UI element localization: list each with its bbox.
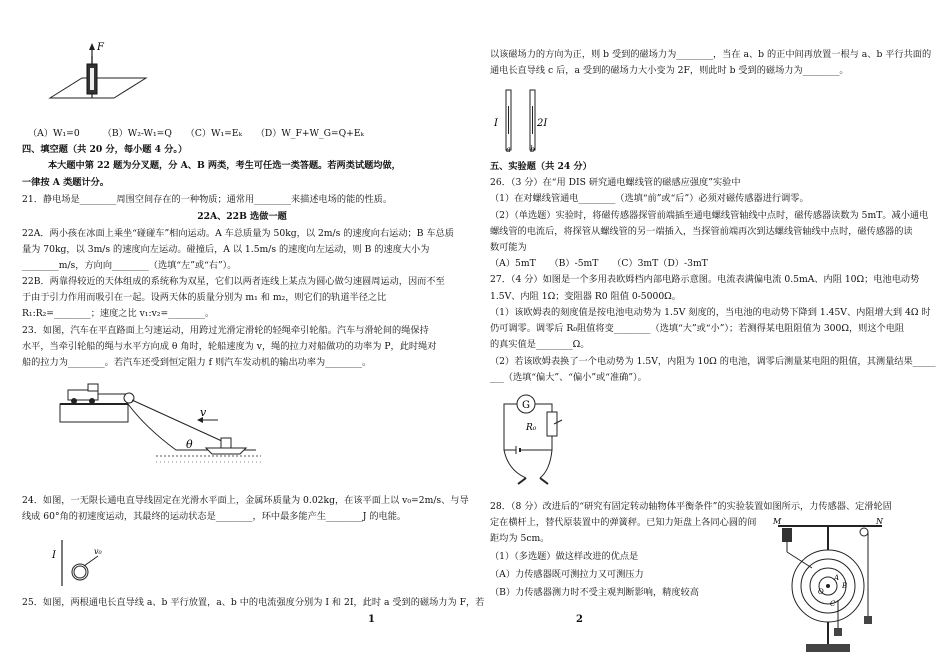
q27-line3: （1）该欧姆表的刻度值是按电池电动势为 1.5V 刻度的，当电池的电动势下降到 1.45V、内阻增大到 4Ω 时 [490, 307, 931, 318]
left-wire [504, 404, 517, 450]
right-column [490, 0, 936, 658]
q26-title: 26．（3 分）在“用 DIS 研究通电螺线管的磁感应强度”实验中 [490, 177, 741, 188]
q28-line2: 定在横杆上，替代原装置中的弹簧秤。已知力矩盘上各同心圆的间 [490, 517, 757, 528]
options-row: （A）W₁=0 （B）W₂-W₁=Q （C）W₁=Eₖ （D）W_F+W_G=Q+Eₖ [28, 128, 364, 139]
q27-line1: 27．（4 分）如图是一个多用表欧姆档内部电路示意图。电流表满偏电流 0.5mA、内阻 10Ω；电池电动势 [490, 274, 920, 285]
q27-line6: （2）若该欧姆表换了一个电动势为 1.5V，内阻为 10Ω 的电池，调零后测量某电阻的阻值，其测量结果_____ [490, 356, 936, 367]
stand-base [806, 644, 850, 652]
probe-tip-left [518, 478, 526, 484]
figure-parallel-wires [492, 86, 552, 154]
q22B-line1: 22B．两靠得较近的天体组成的系统称为双星，它们以两者连线上某点为圆心做匀速圆周运动，因而不至 [22, 276, 445, 287]
force-label: F [97, 42, 104, 53]
R0-label: R₀ [526, 423, 537, 433]
current-label: I [52, 550, 56, 561]
q22A-line3: ________m/s，方向向________（选填“左”或“右”）。 [22, 260, 237, 271]
v0-label: v₀ [94, 547, 102, 556]
label-M: M [773, 517, 782, 526]
figure-torque-disc [772, 516, 888, 656]
q27-line7: ___（选填“偏大”、“偏小”或“准确”）。 [490, 372, 647, 383]
boat-cabin [221, 438, 231, 448]
q28-option-A: （A）力传感器既可测拉力又可测压力 [490, 569, 644, 580]
q22B-line3: R₁:R₂=________；速度之比 v₁:v₂=________。 [22, 308, 215, 319]
rheostat-R0 [547, 412, 557, 436]
page-number-2: 2 [576, 614, 583, 625]
q24-line2: 线成 60°角的初速度运动，其最终的运动状态是________，环中最多能产生________J 的电能。 [22, 511, 407, 522]
q26-options: （A）5mT （B）-5mT （C）3mT（D）-3mT [490, 258, 708, 269]
hanging-weight-right [864, 616, 872, 624]
q27-line5: 的真实值是________Ω。 [490, 339, 590, 350]
hanging-weight-center [834, 628, 842, 636]
figure-ring-force [42, 40, 152, 122]
wire-a-label: a [506, 145, 511, 154]
q22B-line2: 于由于引力作用而吸引在一起。设两天体的质量分别为 m₁ 和 m₂，则它们的轨道半径之比 [22, 292, 387, 303]
car-cab [88, 384, 98, 391]
v0-arrow [84, 556, 98, 566]
q22A-line1: 22A．两小孩在冰面上乘坐“碰碰车”相向运动。A 车总质量为 50kg，以 2m/s 的速度向右运动；B 车总质 [22, 228, 454, 239]
force-sensor [782, 528, 792, 542]
label-C: C [830, 600, 836, 608]
pulley [124, 393, 134, 403]
q28-option-B: （B）力传感器测力时不受主观判断影响，精度较高 [490, 587, 699, 598]
q22A-line2: 量为 70kg，以 3m/s 的速度向左运动。碰撞后，A 以 1.5m/s 的速度向左运动，则 B 的速度大小为 [22, 244, 430, 255]
plane-shape [50, 78, 146, 98]
probe-tip-right [540, 478, 548, 484]
q26-part2-line3: 数可能为 [490, 242, 527, 253]
galvanometer-label: G [522, 400, 530, 411]
velocity-label: v [200, 406, 207, 419]
section5-title: 五、实验题（共 24 分） [490, 161, 592, 172]
q27-line4: 仍可调零。调零后 R₀阻值将变________（选填“大”或“小”）；若测得某电阻阻值为 300Ω，则这个电阻 [490, 323, 905, 334]
theta-label: θ [186, 438, 193, 451]
q28-sub1: （1）（多选题）做这样改进的优点是 [490, 551, 639, 562]
fixed-pulley [860, 528, 868, 536]
q23-line2: 水平，当牵引轮船的绳与水平方向成 θ 角时，轮船速度为 v，绳的拉力对船做功的功率为 P，此时绳对 [22, 341, 437, 352]
disc-axis [826, 584, 830, 588]
wire-b-label: b [530, 145, 536, 154]
metal-ring-inner [74, 566, 86, 578]
label-B: B [842, 582, 848, 590]
figure-wire-ring [50, 536, 130, 588]
q26-part2-line2: 螺线管的电流后，将探管从螺线管的另一端插入，当探管前端再次到达螺线管轴线中点时，磁传感器的读 [490, 226, 913, 237]
q28-line3: 距均为 5cm。 [490, 533, 550, 544]
q23-line3: 船的拉力为________。若汽车还受到恒定阻力 f 则汽车发动机的输出功率为________。 [22, 357, 372, 368]
section4-title: 四、填空题（共 20 分，每小题 4 分。） [22, 144, 188, 155]
car-wheel-rear [71, 398, 77, 404]
figure-ohmmeter-circuit [496, 390, 586, 486]
probe-lead-right [540, 450, 552, 478]
section4-note1: 本大题中第 22 题为分叉题，分 A、B 两类，考生可任选一类答题。若两类试题均做， [48, 160, 401, 171]
label-O: O [818, 588, 824, 596]
label-A: A [834, 574, 840, 582]
force-arrow-head [89, 43, 95, 50]
question-21: 21．静电场是________周围空间存在的一种物质；通常用________来描述电场的能的性质。 [22, 194, 393, 205]
q26-part2-line1: （2）（单选题）实验时，将磁传感器探管前端插至通电螺线管轴线中点时，磁传感器读数为 5mT。减小通电 [490, 210, 929, 221]
probe-lead-left [504, 450, 526, 478]
figure-car-boat [56, 378, 266, 473]
q24-line1: 24．如图，一无限长通电直导线固定在光滑水平面上，金属环质量为 0.02kg，在该平面上以 v₀=2m/s、与导 [22, 495, 469, 506]
page-number-1: 1 [368, 614, 375, 625]
current-2I-label: 2I [537, 118, 548, 129]
q25-cont-line1: 以该磁场力的方向为正，则 b 受到的磁场力为________，当在 a、b 的正中间再放置一根与 a、b 平行共面的 [490, 49, 932, 60]
q25-line1: 25．如图，两根通电长直导线 a、b 平行放置，a、b 中的电流强度分别为 I 和 2I，此时 a 受到的磁场力为 F，若 [22, 597, 485, 608]
rope-slanted [132, 400, 224, 442]
top-right-wire [535, 404, 552, 412]
q22-heading: 22A、22B 选做一题 [197, 211, 287, 222]
section4-note2: 一律按 A 类题计分。 [22, 177, 110, 188]
label-N: N [876, 517, 883, 526]
q28-line1: 28．（8 分）改进后的“研究有固定转动轴物体平衡条件”的实验装置如图所示，力传感器、定滑轮固 [490, 501, 892, 512]
current-I-label: I [494, 118, 498, 129]
bank-platform [60, 404, 128, 422]
q23-line1: 23．如图，汽车在平直路面上匀速运动，用跨过光滑定滑轮的轻绳牵引轮船。汽车与滑轮间的绳保持 [22, 325, 429, 336]
boat-hull [206, 448, 246, 454]
ring-inner [90, 68, 94, 90]
q26-part1: （1）在对螺线管通电________（选填“前”或“后”）必须对磁传感器进行调零。 [490, 193, 809, 204]
car-wheel-front [89, 398, 95, 404]
q27-line2: 1.5V、内阻 1Ω；变阻器 R0 阻值 0-5000Ω。 [490, 291, 681, 302]
q25-cont-line2: 通电长直导线 c 后，a 受到的磁场力大小变为 2F，则此时 b 受到的磁场力为________。 [490, 65, 849, 76]
left-column [22, 0, 485, 658]
